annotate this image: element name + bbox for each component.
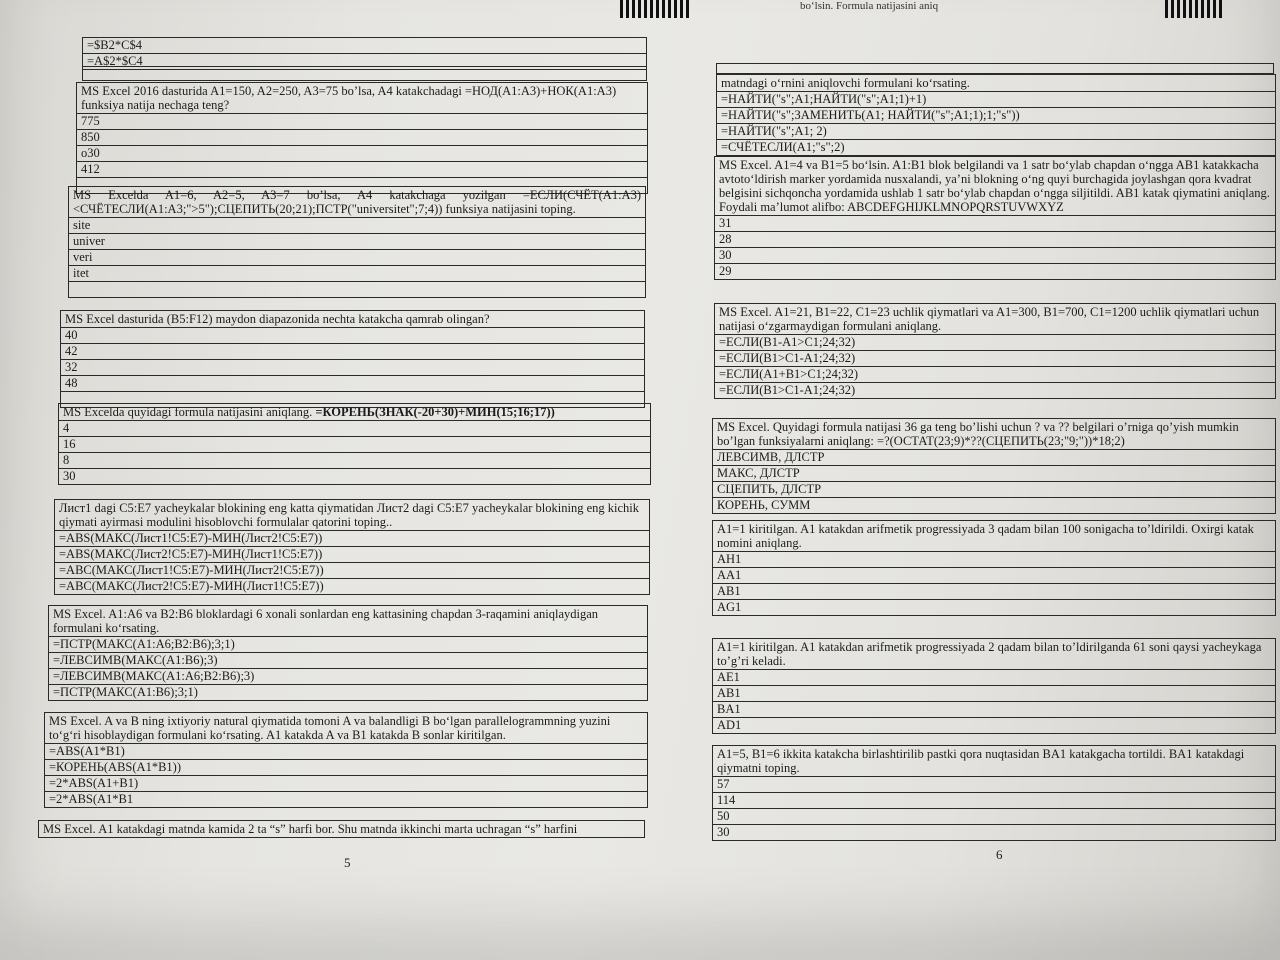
answer-option: univer — [69, 234, 645, 250]
question-text: MS Excel. A1=21, B1=22, C1=23 uchlik qiymatlari va A1=300, B1=700, C1=1200 uchlik qiymatlari uchun natijasi o‘zgarmaydigan formulani aniqlang. — [715, 304, 1275, 335]
answer-option: =СЧЁТЕСЛИ(A1;"s";2) — [717, 140, 1275, 156]
question-block — [712, 745, 1276, 841]
question-text: MS Excel dasturida (B5:F12) maydon diapazonida nechta katakcha qamrab olingan? — [61, 311, 644, 328]
answer-option: 40 — [61, 328, 644, 344]
question-text: matndagi o‘rnini aniqlovchi formulani ko‘rsating. — [717, 75, 1275, 92]
answer-option: =НАЙТИ("s";ЗАМЕНИТЬ(A1; НАЙТИ("s";A1;1);1;"s")) — [717, 108, 1275, 124]
answer-option: =ABS(МАКС(Лист2!C5:E7)-МИН(Лист1!C5:E7)) — [55, 547, 649, 563]
question-text: A1=1 kiritilgan. A1 katakdan arifmetik progressiyada 3 qadam bilan 100 sonigacha to’ldirildi. Oxirgi katak nomini aniqlang. — [713, 521, 1275, 552]
question-block — [714, 303, 1276, 399]
question-block — [714, 156, 1276, 280]
empty-row — [69, 282, 645, 298]
answer-option: 850 — [77, 130, 647, 146]
answer-option: =ЕСЛИ(B1-A1>C1;24;32) — [715, 335, 1275, 351]
answer-option: 30 — [59, 469, 650, 485]
answer-option: =ABS(A1*B1) — [45, 744, 647, 760]
question-text-plain: MS Excelda quyidagi formula natijasini aniqlang. — [63, 405, 316, 419]
answer-option: AH1 — [713, 552, 1275, 568]
question-text: MS Excel 2016 dasturida A1=150, A2=250, A3=75 bo’lsa, A4 katakchadagi =НОД(A1:A3)+НОК(A1:A3) funksiya natija nechaga teng? — [77, 83, 647, 114]
right-page — [700, 0, 1280, 960]
answer-option: AG1 — [713, 600, 1275, 616]
answer-option: site — [69, 218, 645, 234]
answer-option: =ПСТР(МАКС(A1:B6);3;1) — [49, 685, 647, 701]
question-block — [712, 520, 1276, 616]
question-block — [712, 638, 1276, 734]
question-text: A1=1 kiritilgan. A1 katakdan arifmetik progressiyada 2 qadam bilan to’ldirilganda 61 soni qaysi yacheykaga to’g’ri keladi. — [713, 639, 1275, 670]
answer-option: 4 — [59, 421, 650, 437]
question-text: Лист1 dagi C5:E7 yacheykalar blokining eng katta qiymatidan Лист2 dagi C5:E7 yacheykalar blokining eng kichik qiymati ayirmasi modulini hisoblovchi formulalar qatorini toping.. — [55, 500, 649, 531]
answer-option: 29 — [715, 264, 1275, 280]
answer-option: 30 — [715, 248, 1275, 264]
answer-option: 42 — [61, 344, 644, 360]
formula-option: =$B2*C$4 — [83, 38, 646, 54]
answer-option: 50 — [713, 809, 1275, 825]
answer-option: 412 — [77, 162, 647, 178]
answer-option: =НАЙТИ("s";A1; 2) — [717, 124, 1275, 140]
answer-option: =ЕСЛИ(A1+B1>C1;24;32) — [715, 367, 1275, 383]
answer-option: AB1 — [713, 686, 1275, 702]
question-block — [44, 712, 648, 808]
answer-option: =ЛЕВСИМВ(МАКС(A1:B6);3) — [49, 653, 647, 669]
answer-option: =ПСТР(МАКС(A1:A6;B2:B6);3;1) — [49, 637, 647, 653]
question-block — [712, 418, 1276, 514]
question-block — [54, 499, 650, 595]
answer-option: =НАЙТИ("s";A1;НАЙТИ("s";A1;1)+1) — [717, 92, 1275, 108]
answer-option: =ABS(МАКС(Лист1!C5:E7)-МИН(Лист2!C5:E7)) — [55, 531, 649, 547]
answer-option: 775 — [77, 114, 647, 130]
answer-option: 48 — [61, 376, 644, 392]
page-number: 6 — [996, 847, 1003, 862]
question-block — [48, 605, 648, 701]
answer-option: МАКС, ДЛСТР — [713, 466, 1275, 482]
question-formula: =КОРЕНЬ(ЗНАК(-20+30)+МИН(15;16;17)) — [315, 405, 555, 419]
answer-option: =ABC(МАКС(Лист2!C5:E7)-МИН(Лист1!C5:E7)) — [55, 579, 649, 595]
answer-option: AB1 — [713, 584, 1275, 600]
header-fragment: bo‘lsin. Formula natijasini aniq — [800, 0, 939, 12]
empty-row — [82, 66, 647, 81]
answer-option: AA1 — [713, 568, 1275, 584]
answer-option: КОРЕНЬ, СУММ — [713, 498, 1275, 514]
question-text: A1=5, B1=6 ikkita katakcha birlashtirilib pastki qora nuqtasidan BA1 katakgacha tortildi. BA1 katakdagi qiymatni toping. — [713, 746, 1275, 777]
question-block — [76, 82, 648, 194]
question-block — [716, 74, 1276, 156]
question-text: MS Excel. A va B ning ixtiyoriy natural qiymatida tomoni A va balandligi B bo‘lgan parallelogrammning yuzini to‘g‘ri hisoblaydigan formulani ko‘rsating. A1 katakda A va B1 katakda B sonlar kiritilgan. — [45, 713, 647, 744]
answer-option: 31 — [715, 216, 1275, 232]
question-block — [60, 310, 645, 408]
formula-option: =A$2*$C4 — [87, 54, 143, 68]
answer-option: 32 — [61, 360, 644, 376]
answer-option: ЛЕВСИМВ, ДЛСТР — [713, 450, 1275, 466]
question-text — [59, 404, 650, 421]
answer-option: 57 — [713, 777, 1275, 793]
answer-option: о30 — [77, 146, 647, 162]
answer-option: =ЛЕВСИМВ(МАКС(A1:A6;B2:B6);3) — [49, 669, 647, 685]
answer-option: =ЕСЛИ(B1>C1-A1;24;32) — [715, 383, 1275, 399]
page-number: 5 — [344, 855, 351, 870]
answer-option: =ABC(МАКС(Лист1!C5:E7)-МИН(Лист2!C5:E7)) — [55, 563, 649, 579]
question-text: MS Excel. A1:A6 va B2:B6 bloklardagi 6 xonali sonlardan eng kattasining chapdan 3-raqamini aniqlaydigan formulani ko‘rsating. — [49, 606, 647, 637]
answer-option: =2*ABS(A1*B1 — [45, 792, 647, 808]
question-text: MS Excel. Quyidagi formula natijasi 36 ga teng bo’lishi uchun ? va ?? belgilari o’rniga qo’yish mumkin bo’lgan funksiyalarni aniqlang: =?(ОСТАТ(23;9)*??(СЦЕПИТЬ(23;"9;"))*18;2) — [713, 419, 1275, 450]
answer-option: 28 — [715, 232, 1275, 248]
question-text: MS Excelda A1=6, A2=5, A3=7 bo’lsa, A4 katakchaga yozilgan =ЕСЛИ(СЧЁТ(A1:A3)<СЧЁТЕСЛИ(A1:A3;">5");СЦЕПИТЬ(20;21);ПСТР("universitet";7;4)) funksiya natijasini toping. — [69, 187, 645, 218]
answer-option: 114 — [713, 793, 1275, 809]
answer-option: BA1 — [713, 702, 1275, 718]
question-block — [68, 186, 646, 298]
question-block — [58, 403, 651, 485]
question-block — [38, 820, 645, 838]
answer-option: =2*ABS(A1+B1) — [45, 776, 647, 792]
answer-option: СЦЕПИТЬ, ДЛСТР — [713, 482, 1275, 498]
empty-row — [716, 63, 1274, 74]
answer-option: 16 — [59, 437, 650, 453]
answer-option: 8 — [59, 453, 650, 469]
answer-option: veri — [69, 250, 645, 266]
question-text: MS Excel. A1 katakdagi matnda kamida 2 ta “s” harfi bor. Shu matnda ikkinchi marta uchragan “s” harfini — [39, 821, 644, 838]
answer-option: 30 — [713, 825, 1275, 841]
answer-option: itet — [69, 266, 645, 282]
answer-option: AD1 — [713, 718, 1275, 734]
answer-option: =КОРЕНЬ(ABS(A1*B1)) — [45, 760, 647, 776]
answer-option: =ЕСЛИ(B1>C1-A1;24;32) — [715, 351, 1275, 367]
answer-option: AE1 — [713, 670, 1275, 686]
question-text: MS Excel. A1=4 va B1=5 bo‘lsin. A1:B1 blok belgilandi va 1 satr bo‘ylab chapdan o‘ngga AB1 katakkacha avtoto‘ldirish marker yordamida nusxalandi, ya’ni blokning o‘ng quyi burchagida joylashgan qora kvadrat belgisini sichqoncha yordamida ushlab 1 satr bo‘ylab chapdan o‘ngga siljitildi. AB1 katak qiymatini aniqlang. Foydali ma’lumot alifbo: ABCDEFGHIJKLMNOPQRSTUVWXYZ — [715, 157, 1275, 216]
